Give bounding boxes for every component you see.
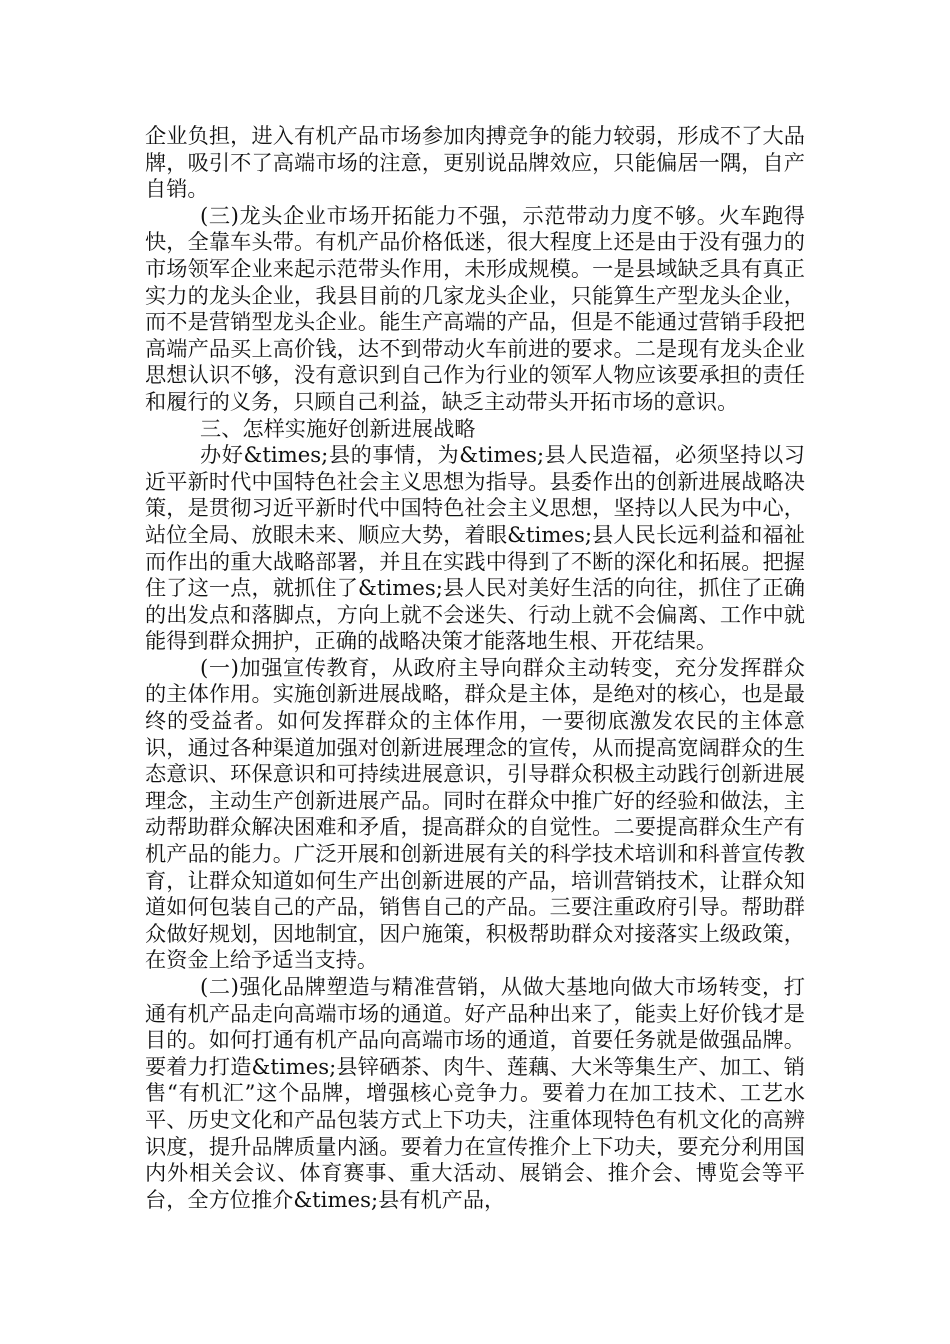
document-page: [145, 123, 805, 1213]
paragraph-1: 企业负担，进入有机产品市场参加肉搏竞争的能力较弱，形成不了大品牌，吸引不了高端市场的注意，更别说品牌效应，只能偏居一隅，自产自销。: [145, 123, 805, 202]
paragraph-6: (二)强化品牌塑造与精准营销，从做大基地向做大市场转变，打通有机产品走向高端市场的通道。好产品种出来了，能卖上好价钱才是目的。如何打通有机产品向高端市场的通道，首要任务就是做强品牌。要着力打造&times;县锌硒茶、肉牛、莲藕、大米等集生产、加工、销售“有机汇”这个品牌，增强核心竞争力。要着力在加工技术、工艺水平、历史文化和产品包装方式上下功夫，注重体现特色有机文化的高辨识度，提升品牌质量内涵。要着力在宣传推介上下功夫，要充分利用国内外相关会议、体育赛事、重大活动、展销会、推介会、博览会等平台，全方位推介&times;县有机产品，: [145, 974, 805, 1212]
paragraph-5: (一)加强宣传教育，从政府主导向群众主动转变，充分发挥群众的主体作用。实施创新进展战略，群众是主体，是绝对的核心，也是最终的受益者。如何发挥群众的主体作用，一要彻底激发农民的主体意识，通过各种渠道加强对创新进展理念的宣传，从而提高宽阔群众的生态意识、环保意识和可持续进展意识，引导群众积极主动践行创新进展理念，主动生产创新进展产品。同时在群众中推广好的经验和做法，主动帮助群众解决困难和矛盾，提高群众的自觉性。二要提高群众生产有机产品的能力。广泛开展和创新进展有关的科学技术培训和科普宣传教育，让群众知道如何生产出创新进展的产品，培训营销技术，让群众知道如何包装自己的产品，销售自己的产品。三要注重政府引导。帮助群众做好规划，因地制宜，因户施策，积极帮助群众对接落实上级政策，在资金上给予适当支持。: [145, 654, 805, 973]
section-heading: 三、怎样实施好创新进展战略: [200, 415, 476, 441]
paragraph-2: (三)龙头企业市场开拓能力不强，示范带动力度不够。火车跑得快，全靠车头带。有机产品价格低迷，很大程度上还是由于没有强力的市场领军企业来起示范带头作用，未形成规模。一是县域缺乏具有真正实力的龙头企业，我县目前的几家龙头企业，只能算生产型龙头企业，而不是营销型龙头企业。能生产高端的产品，但是不能通过营销手段把高端产品买上高价钱，达不到带动火车前进的要求。二是现有龙头企业思想认识不够，没有意识到自己作为行业的领军人物应该要承担的责任和履行的义务，只顾自己利益，缺乏主动带头开拓市场的意识。: [145, 202, 805, 414]
paragraph-4: 办好&times;县的事情，为&times;县人民造福，必须坚持以习近平新时代中国特色社会主义思想为指导。县委作出的创新进展战略决策，是贯彻习近平新时代中国特色社会主义思想，坚持以人民为中心，站位全局、放眼未来、顺应大势，着眼&times;县人民长远利益和福祉而作出的重大战略部署，并且在实践中得到了不断的深化和拓展。把握住了这一点，就抓住了&times;县人民对美好生活的向往，抓住了正确的出发点和落脚点，方向上就不会迷失、行动上就不会偏离、工作中就能得到群众拥护，正确的战略决策才能落地生根、开花结果。: [145, 442, 805, 654]
